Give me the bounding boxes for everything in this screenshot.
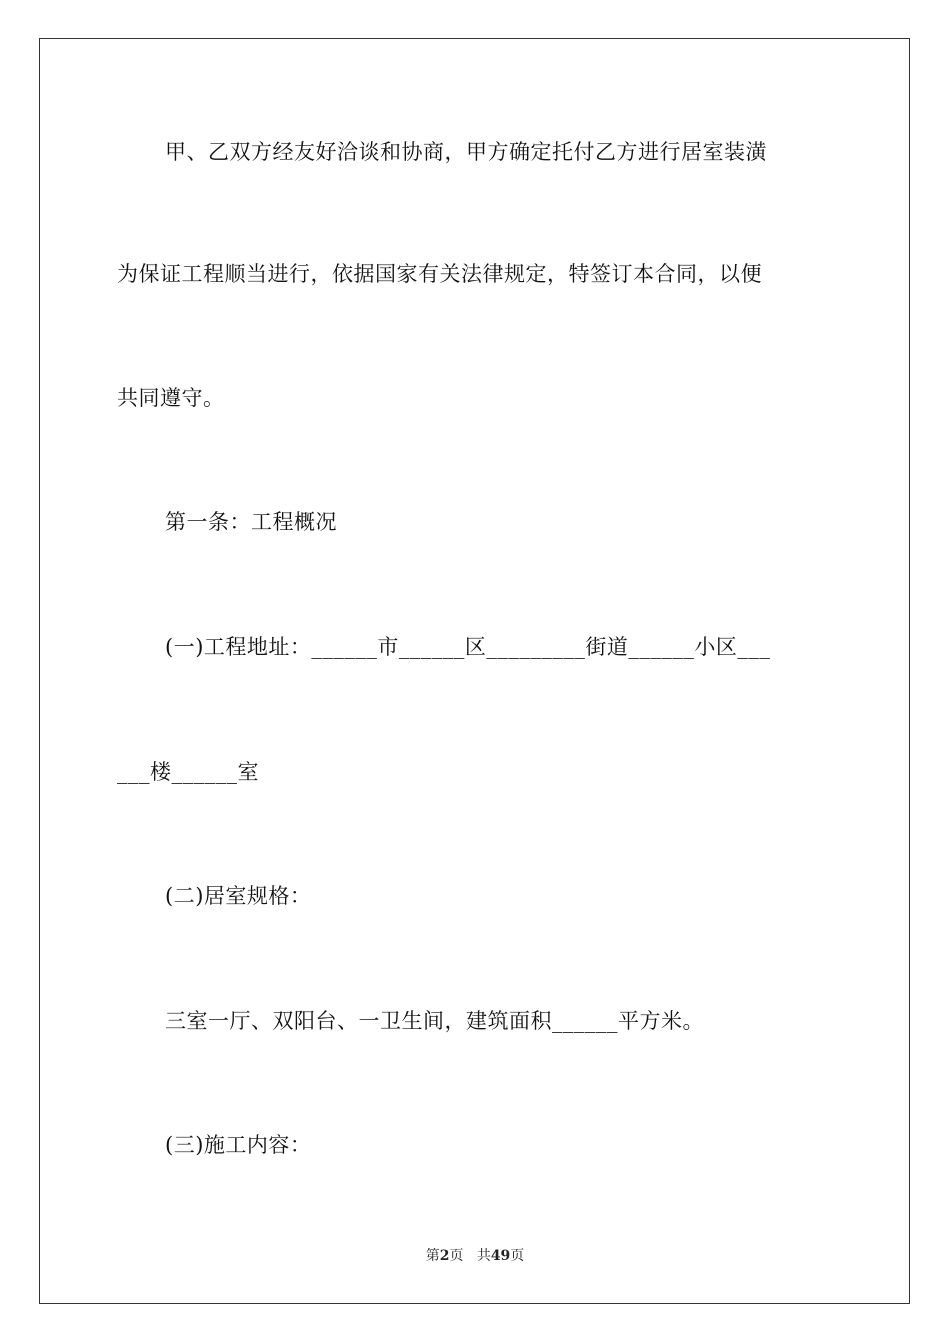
subheading-room-spec: (二)居室规格： (165, 884, 312, 908)
section-heading-article-1: 第一条：工程概况 (165, 510, 337, 534)
paragraph-line-3: 共同遵守。 (117, 386, 225, 410)
page-prefix: 第 (425, 1248, 440, 1264)
paragraph-line-1: 甲、乙双方经友好洽谈和协商，甲方确定托付乙方进行居室装潢 (165, 140, 767, 164)
page-current: 2 (439, 1248, 450, 1264)
address-line-1: (一)工程地址：______市______区_________街道______小区___ (165, 635, 771, 659)
page-suffix: 页 (449, 1248, 464, 1264)
subheading-construction-content: (三)施工内容： (165, 1133, 312, 1157)
total-suffix: 页 (510, 1248, 525, 1264)
address-line-2: ___楼______室 (117, 760, 259, 784)
total-prefix: 共 (476, 1248, 491, 1264)
paragraph-line-2: 为保证工程顺当进行，依据国家有关法律规定，特签订本合同，以便 (117, 262, 762, 286)
room-spec-line: 三室一厅、双阳台、一卫生间，建筑面积______平方米。 (165, 1009, 704, 1033)
page-total: 49 (490, 1248, 511, 1264)
page-border (39, 38, 910, 1304)
page-footer (0, 1246, 950, 1266)
